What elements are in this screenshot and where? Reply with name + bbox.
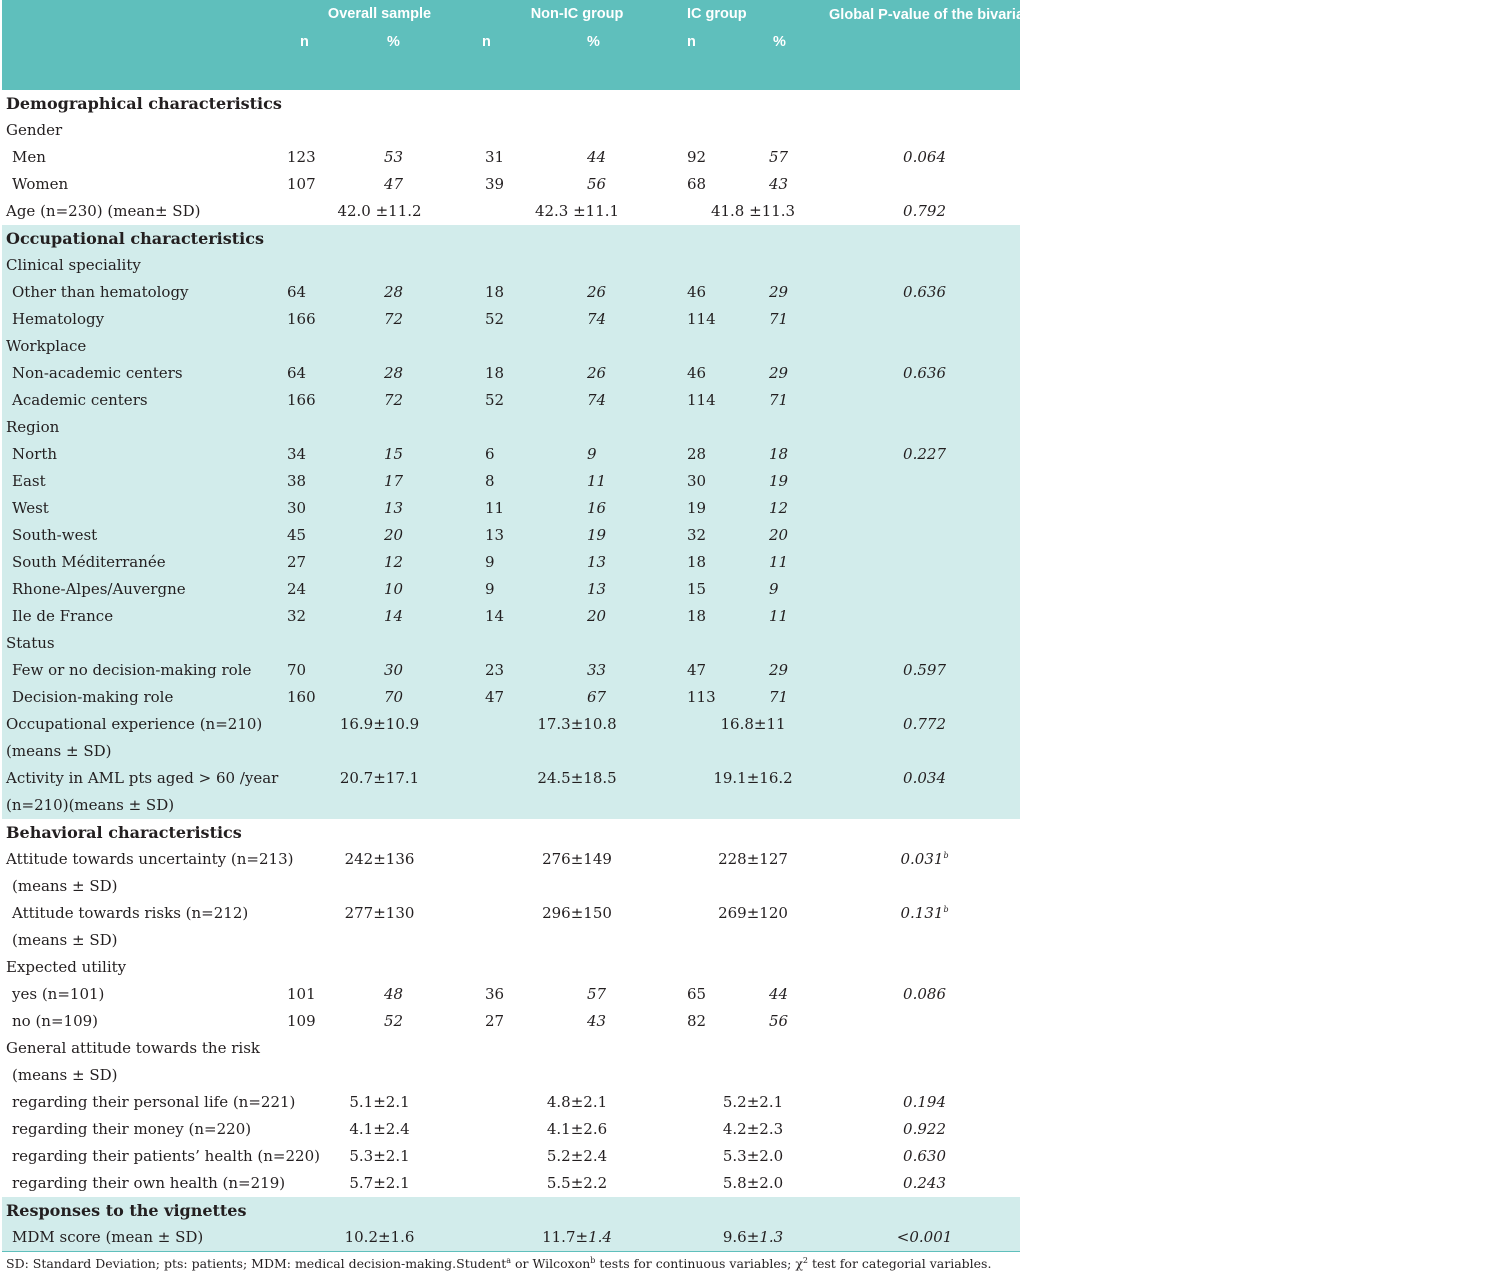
- table-row: [2, 333, 1020, 360]
- ic-mean: 9.6±: [722, 1228, 760, 1246]
- overall-mean-sd: 42.0 ±11.2: [337, 202, 422, 220]
- p-value: <0.001: [829, 1224, 1020, 1251]
- overall-pct: 14: [382, 603, 477, 630]
- footnote-text-3: tests for continuous variables;: [595, 1256, 796, 1271]
- table-row: [2, 657, 1020, 684]
- p-value: [829, 576, 1020, 603]
- ic-n: 32: [677, 522, 767, 549]
- overall-n: 166: [282, 306, 382, 333]
- nonic-mean-sd: 5.5±2.2: [546, 1174, 608, 1192]
- ic-pct: 56: [769, 1012, 789, 1030]
- row-label: Expected utility: [6, 958, 127, 976]
- row-label: Ile de France: [2, 603, 282, 630]
- row-label: Clinical speciality: [2, 252, 1020, 279]
- row-label: North: [2, 441, 282, 468]
- p-value: [829, 522, 1020, 549]
- section-row: [2, 90, 1020, 117]
- overall-n: 123: [287, 148, 316, 166]
- overall-pct: 28: [382, 279, 477, 306]
- ic-n: 114: [677, 306, 767, 333]
- table-row: [2, 306, 1020, 333]
- row-label: Region: [2, 414, 1020, 441]
- ic-pct: 29: [767, 360, 829, 387]
- header-n: n: [282, 34, 382, 90]
- nonic-n: 6: [477, 441, 577, 468]
- p-value: [829, 387, 1020, 414]
- footnote-sup-2: 2: [802, 1255, 808, 1265]
- row-label: Men: [12, 148, 46, 166]
- nonic-n: 9: [477, 576, 577, 603]
- ic-n: 82: [687, 1012, 707, 1030]
- row-label: Hematology: [2, 306, 282, 333]
- p-value-text: 0.630: [903, 1147, 946, 1165]
- ic-sd: 1.3: [759, 1228, 784, 1246]
- nonic-n: 14: [477, 603, 577, 630]
- table-row: [2, 144, 1020, 171]
- p-value: [829, 1170, 1020, 1197]
- nonic-n: 52: [477, 306, 577, 333]
- nonic-n: 18: [477, 360, 577, 387]
- row-label: (means ± SD): [12, 1066, 118, 1084]
- overall-n: 34: [282, 441, 382, 468]
- overall-pct: 10: [382, 576, 477, 603]
- section-row: [2, 819, 1020, 846]
- header-global-p-sup: a: [1487, 6, 1492, 16]
- ic-pct: 71: [767, 684, 829, 711]
- ic-mean-sd: 41.8 ±11.3: [710, 202, 796, 220]
- nonic-n: 23: [477, 657, 577, 684]
- table-row: [2, 954, 1020, 981]
- overall-mean-sd: 5.3±2.1: [349, 1147, 410, 1165]
- table-row: [2, 522, 1020, 549]
- row-label: Few or no decision-making role: [2, 657, 282, 684]
- row-label: Status: [2, 630, 1020, 657]
- overall-n: 64: [282, 279, 382, 306]
- p-value: 0.636: [829, 360, 1020, 387]
- ic-pct: 44: [769, 985, 789, 1003]
- footnote-sup-a: a: [506, 1255, 512, 1265]
- header-global-p: [829, 0, 1492, 90]
- row-label: (means ± SD): [2, 738, 1020, 765]
- ic-mean-sd: 16.8±11: [677, 711, 829, 738]
- ic-mean-sd: 269±120: [718, 904, 788, 922]
- p-value: 0.597: [829, 657, 1020, 684]
- nonic-mean-sd: 42.3 ±11.1: [534, 202, 620, 220]
- table-row: [2, 981, 1020, 1008]
- p-value: 0.227: [829, 441, 1020, 468]
- header-n: n: [477, 34, 577, 90]
- table-row: [2, 1170, 1020, 1197]
- table-row: [2, 1035, 1020, 1062]
- table-row: [2, 684, 1020, 711]
- p-value: 0.636: [829, 279, 1020, 306]
- section-demographic: Demographical characteristics: [6, 94, 282, 113]
- row-label: Attitude towards uncertainty (n=213): [6, 850, 294, 868]
- ic-n: 113: [677, 684, 767, 711]
- ic-n: 30: [677, 468, 767, 495]
- row-label: (means ± SD): [12, 931, 118, 949]
- table-row: [2, 1062, 1020, 1089]
- table-row: [2, 711, 1020, 738]
- header-global-p-text: Global P-value of the bivariate analysis of the characteristics related with belonging to IC group: [829, 7, 1488, 23]
- nonic-n: 13: [477, 522, 577, 549]
- header-row-1: [2, 0, 1020, 34]
- nonic-pct: 57: [587, 985, 607, 1003]
- row-label: Rhone-Alpes/Auvergne: [2, 576, 282, 603]
- table-row: [2, 1143, 1020, 1170]
- table-row: [2, 900, 1020, 927]
- nonic-pct: 11: [577, 468, 677, 495]
- row-label: Attitude towards risks (n=212): [12, 904, 249, 922]
- nonic-n: 31: [485, 148, 505, 166]
- p-value-text: 0.194: [903, 1093, 946, 1111]
- table-row: [2, 414, 1020, 441]
- overall-n: 24: [282, 576, 382, 603]
- nonic-n: 47: [477, 684, 577, 711]
- row-label: Women: [12, 175, 69, 193]
- row-label: regarding their own health (n=219): [12, 1174, 286, 1192]
- table-row: [2, 468, 1020, 495]
- section-vignettes: Responses to the vignettes: [2, 1197, 1020, 1224]
- p-value: [829, 495, 1020, 522]
- overall-pct: 53: [384, 148, 404, 166]
- ic-n: 47: [677, 657, 767, 684]
- nonic-pct: 20: [577, 603, 677, 630]
- row-label: Decision-making role: [2, 684, 282, 711]
- ic-n: 28: [677, 441, 767, 468]
- nonic-pct: 67: [577, 684, 677, 711]
- header-overall: Overall sample: [282, 0, 477, 34]
- p-value: [829, 306, 1020, 333]
- ic-n: 68: [687, 175, 707, 193]
- p-value-text: 0.792: [903, 202, 946, 220]
- table-row: [2, 171, 1020, 198]
- nonic-mean-sd: 24.5±18.5: [477, 765, 677, 792]
- nonic-pct: 33: [577, 657, 677, 684]
- section-behavioral: Behavioral characteristics: [6, 823, 242, 842]
- nonic-n: 18: [477, 279, 577, 306]
- p-value: [829, 1008, 1020, 1035]
- p-value-text: 0.772: [903, 715, 946, 733]
- ic-pct: 18: [767, 441, 829, 468]
- ic-pct: 71: [767, 306, 829, 333]
- row-label: (n=210)(means ± SD): [2, 792, 1020, 819]
- footnote-text-1: SD: Standard Deviation; pts: patients; MDM: medical decision-making.Student: [6, 1256, 507, 1271]
- table-row: [2, 117, 1020, 144]
- header-ic: IC group: [677, 0, 829, 34]
- ic-n: 92: [687, 148, 707, 166]
- p-value: [829, 198, 1020, 225]
- footnote-chi: χ: [795, 1256, 803, 1271]
- p-value: [829, 1143, 1020, 1170]
- nonic-n: 39: [485, 175, 505, 193]
- overall-mean-sd: 5.7±2.1: [349, 1174, 410, 1192]
- row-label: West: [2, 495, 282, 522]
- table-row: [2, 252, 1020, 279]
- table-row: [2, 495, 1020, 522]
- row-label: no (n=109): [12, 1012, 99, 1030]
- ic-pct: 71: [767, 387, 829, 414]
- row-label: Occupational experience (n=210): [2, 711, 282, 738]
- nonic-n: 27: [485, 1012, 505, 1030]
- table-row: [2, 387, 1020, 414]
- ic-n: 19: [677, 495, 767, 522]
- nonic-pct: 26: [577, 360, 677, 387]
- ic-mean-sd: 5.2±2.1: [722, 1093, 784, 1111]
- row-label: East: [2, 468, 282, 495]
- footnote-text-2: or Wilcoxon: [511, 1256, 591, 1271]
- overall-pct: 28: [382, 360, 477, 387]
- table-row: [2, 792, 1020, 819]
- table-row: [2, 360, 1020, 387]
- nonic-pct: 13: [577, 549, 677, 576]
- p-value: [829, 900, 1020, 927]
- ic-pct: 29: [767, 657, 829, 684]
- overall-mean-sd: 242±136: [344, 850, 415, 868]
- header-nonic: Non-IC group: [477, 0, 677, 34]
- nonic-mean-sd: 276±149: [542, 850, 612, 868]
- nonic-n: 9: [477, 549, 577, 576]
- p-value: [829, 765, 1020, 792]
- table-row-mdm: [2, 1224, 1020, 1251]
- p-value: [829, 1089, 1020, 1116]
- nonic-pct: 74: [577, 306, 677, 333]
- ic-mean-sd: 5.8±2.0: [722, 1174, 784, 1192]
- p-value-sup: b: [943, 851, 949, 860]
- overall-pct: 72: [382, 306, 477, 333]
- ic-mean-sd: [677, 1224, 829, 1251]
- ic-mean-sd: 5.3±2.0: [722, 1147, 784, 1165]
- overall-pct: 17: [382, 468, 477, 495]
- section-row: [2, 1197, 1020, 1224]
- table-row: [2, 927, 1020, 954]
- table-row: [2, 279, 1020, 306]
- characteristics-table: [2, 0, 1492, 1251]
- header-blank: [2, 0, 282, 90]
- p-value-text: 0.922: [903, 1120, 946, 1138]
- nonic-pct: 74: [577, 387, 677, 414]
- footnote: [2, 1251, 1020, 1271]
- table-row: [2, 765, 1020, 792]
- overall-pct: 20: [382, 522, 477, 549]
- overall-n: 38: [282, 468, 382, 495]
- overall-pct: 47: [384, 175, 404, 193]
- row-label: Activity in AML pts aged > 60 /year: [2, 765, 282, 792]
- row-label: South Méditerranée: [2, 549, 282, 576]
- footnote-sup-b: b: [590, 1255, 596, 1265]
- nonic-sd: 1.4: [588, 1228, 612, 1246]
- nonic-mean-sd: 5.2±2.4: [546, 1147, 608, 1165]
- ic-pct: 19: [767, 468, 829, 495]
- overall-n: 70: [282, 657, 382, 684]
- p-value: [829, 684, 1020, 711]
- overall-n: 64: [282, 360, 382, 387]
- table-row: [2, 576, 1020, 603]
- overall-mean-sd: 20.7±17.1: [282, 765, 477, 792]
- nonic-mean: 11.7±: [542, 1228, 589, 1246]
- overall-pct: 52: [384, 1012, 404, 1030]
- overall-n: 30: [282, 495, 382, 522]
- p-value: [829, 846, 1020, 873]
- section-row: [2, 225, 1020, 252]
- nonic-pct: 43: [587, 1012, 607, 1030]
- row-label: yes (n=101): [12, 985, 105, 1003]
- header-pct: %: [767, 34, 829, 90]
- header-pct: %: [382, 34, 477, 90]
- nonic-mean-sd: 296±150: [542, 904, 612, 922]
- table-row: [2, 603, 1020, 630]
- nonic-n: 11: [477, 495, 577, 522]
- ic-pct: 43: [769, 175, 789, 193]
- row-label: South-west: [2, 522, 282, 549]
- overall-mean-sd: 5.1±2.1: [349, 1093, 410, 1111]
- footnote-text-4: test for categorial variables.: [808, 1256, 992, 1271]
- header-pct: %: [577, 34, 677, 90]
- row-label: regarding their personal life (n=221): [12, 1093, 296, 1111]
- p-value: [829, 603, 1020, 630]
- header-n: n: [677, 34, 767, 90]
- nonic-pct: 19: [577, 522, 677, 549]
- row-label: Age (n=230) (mean± SD): [6, 202, 201, 220]
- nonic-pct: 16: [577, 495, 677, 522]
- nonic-pct: 26: [577, 279, 677, 306]
- nonic-pct: 9: [577, 441, 677, 468]
- table-row: [2, 738, 1020, 765]
- nonic-n: 52: [477, 387, 577, 414]
- ic-pct: 11: [767, 549, 829, 576]
- overall-mean-sd: 16.9±10.9: [282, 711, 477, 738]
- overall-pct: 12: [382, 549, 477, 576]
- p-value-text: 0.031: [900, 850, 944, 868]
- table-row: [2, 549, 1020, 576]
- ic-pct: 12: [767, 495, 829, 522]
- row-label: Gender: [6, 121, 63, 139]
- overall-pct: 15: [382, 441, 477, 468]
- ic-pct: 29: [767, 279, 829, 306]
- ic-n: 114: [677, 387, 767, 414]
- overall-pct: 70: [382, 684, 477, 711]
- ic-pct: 9: [767, 576, 829, 603]
- p-value: [829, 1116, 1020, 1143]
- overall-mean-sd: 277±130: [344, 904, 415, 922]
- nonic-n: 8: [477, 468, 577, 495]
- row-label: regarding their patients’ health (n=220): [12, 1147, 320, 1165]
- nonic-mean-sd: 4.1±2.6: [546, 1120, 608, 1138]
- ic-n: 15: [677, 576, 767, 603]
- overall-n: 166: [282, 387, 382, 414]
- overall-n: 45: [282, 522, 382, 549]
- nonic-mean-sd: 4.8±2.1: [546, 1093, 608, 1111]
- overall-n: 32: [282, 603, 382, 630]
- nonic-n: 36: [485, 985, 505, 1003]
- row-label: Non-academic centers: [2, 360, 282, 387]
- ic-pct: 20: [767, 522, 829, 549]
- p-value-text: 0.243: [903, 1174, 946, 1192]
- ic-n: 18: [677, 603, 767, 630]
- ic-n: 18: [677, 549, 767, 576]
- overall-pct: 72: [382, 387, 477, 414]
- row-label: MDM score (mean ± SD): [2, 1224, 282, 1251]
- p-value: [829, 171, 1020, 198]
- table-row: [2, 1116, 1020, 1143]
- ic-n: 46: [677, 360, 767, 387]
- table-row: [2, 873, 1020, 900]
- row-label: Workplace: [2, 333, 1020, 360]
- overall-n: 107: [287, 175, 316, 193]
- nonic-mean-sd: [477, 1224, 677, 1251]
- p-value: [829, 468, 1020, 495]
- row-label: Academic centers: [2, 387, 282, 414]
- p-value-sup: b: [943, 905, 949, 914]
- table-row: [2, 846, 1020, 873]
- table-row: [2, 1089, 1020, 1116]
- ic-mean-sd: 19.1±16.2: [677, 765, 829, 792]
- overall-pct: 13: [382, 495, 477, 522]
- p-value: 0.064: [903, 148, 946, 166]
- nonic-pct: 13: [577, 576, 677, 603]
- overall-mean-sd: 4.1±2.4: [349, 1120, 410, 1138]
- nonic-mean-sd: 17.3±10.8: [477, 711, 677, 738]
- p-value-text: 0.131: [900, 904, 944, 922]
- overall-n: 27: [282, 549, 382, 576]
- overall-pct: 30: [382, 657, 477, 684]
- row-label: (means ± SD): [12, 877, 118, 895]
- nonic-pct: 56: [587, 175, 607, 193]
- table-row: [2, 441, 1020, 468]
- row-label: Other than hematology: [2, 279, 282, 306]
- ic-mean-sd: 228±127: [718, 850, 788, 868]
- p-value: [829, 711, 1020, 738]
- overall-n: 109: [287, 1012, 316, 1030]
- ic-n: 46: [677, 279, 767, 306]
- row-label: regarding their money (n=220): [12, 1120, 252, 1138]
- overall-n: 101: [287, 985, 316, 1003]
- table-row: [2, 630, 1020, 657]
- table-row: [2, 1008, 1020, 1035]
- p-value: [829, 549, 1020, 576]
- ic-pct: 57: [769, 148, 789, 166]
- row-label: General attitude towards the risk: [6, 1039, 260, 1057]
- ic-mean-sd: 4.2±2.3: [722, 1120, 784, 1138]
- overall-pct: 48: [384, 985, 404, 1003]
- nonic-pct: 44: [587, 148, 607, 166]
- p-value: 0.086: [903, 985, 946, 1003]
- table-row: [2, 198, 1020, 225]
- section-occupational: Occupational characteristics: [2, 225, 1020, 252]
- p-value-text: 0.034: [903, 769, 946, 787]
- ic-pct: 11: [767, 603, 829, 630]
- overall-n: 160: [282, 684, 382, 711]
- ic-n: 65: [687, 985, 707, 1003]
- overall-mean-sd: 10.2±1.6: [282, 1224, 477, 1251]
